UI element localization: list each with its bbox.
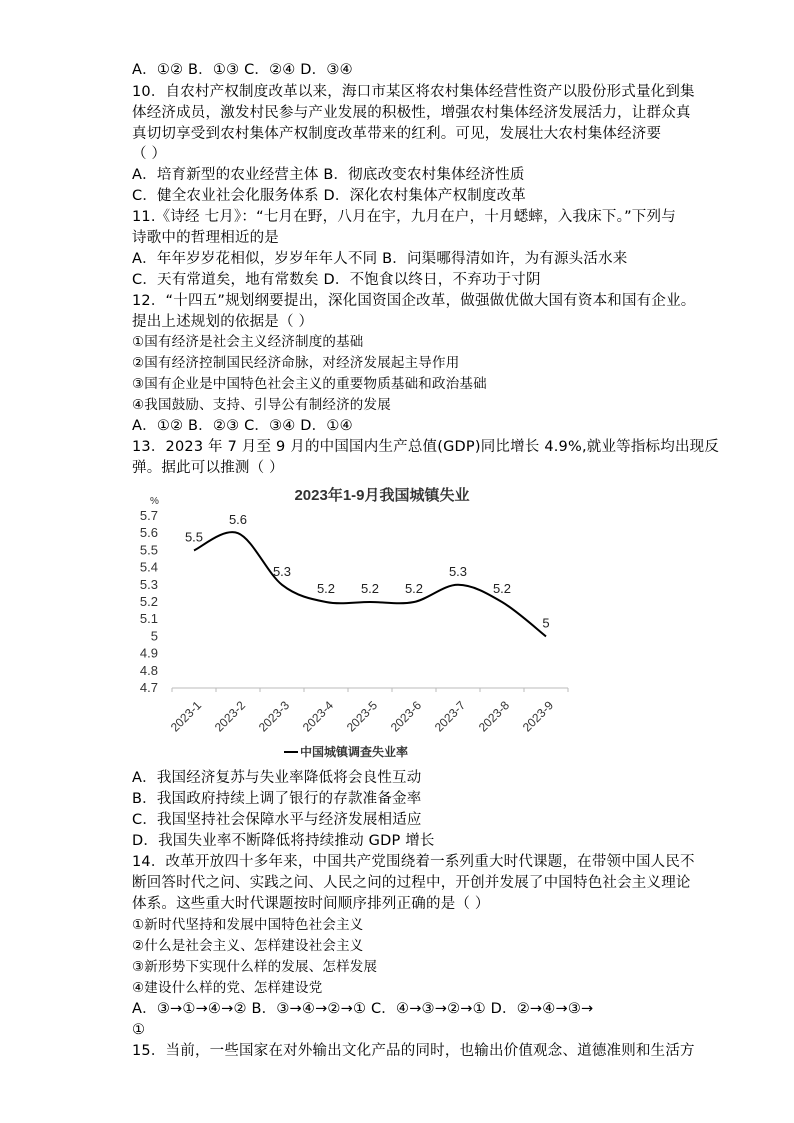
data-label: 5.6 [228, 512, 248, 528]
y-tick-label: 5.3 [139, 576, 158, 592]
legend-label: 中国城镇调查失业率 [300, 745, 409, 759]
chart-title: 2023年1-9月我国城镇失业 [294, 487, 470, 504]
q13-option-d: D．我国失业率不断降低将持续推动 GDP 增长 [132, 833, 435, 849]
q13-stem-line1: 13．2023 年 7 月至 9 月的中国国内生产总值(GDP)同比增长 4.9%,就业等指标均出现反 [132, 439, 720, 455]
x-tick-label: 2023-6 [387, 698, 425, 735]
x-axis-ticks [168, 688, 568, 735]
data-label: 5.5 [184, 529, 204, 545]
q11-stem-line2: 诗歌中的哲理相近的是 [132, 230, 279, 246]
q12-item-4: ④我国鼓励、支持、引导公有制经济的发展 [132, 397, 391, 413]
q14-item-2: ②什么是社会主义、怎样建设社会主义 [132, 938, 364, 954]
q11-options-cd: C．天有常道矣，地有常数矣 D．不饱食以终日，不弃功于寸阴 [132, 272, 541, 288]
legend [284, 744, 408, 759]
x-tick-label: 2023-3 [255, 698, 293, 735]
y-tick-label: 4.9 [139, 645, 158, 661]
q12-stem-line2: 提出上述规划的依据是（ ） [132, 314, 314, 330]
data-label: 5.3 [272, 563, 292, 579]
q10-stem-line2: 体经济成员，激发村民参与产业发展的积极性，增强农村集体经济发展活力，让群众真 [132, 105, 691, 121]
q10-stem-line1: 10．自农村产权制度改革以来，海口市某区将农村集体经营性资产以股份形式量化到集 [132, 84, 695, 100]
q14-options-wrap: ① [132, 1022, 146, 1038]
q10-blank: （ ） [132, 146, 167, 162]
data-label: 5.3 [448, 563, 468, 579]
q12-item-1: ①国有经济是社会主义经济制度的基础 [132, 334, 364, 350]
q13-stem-line2: 弹。据此可以推测（ ） [132, 460, 284, 476]
data-label: 5.2 [360, 581, 380, 596]
q13-option-c: C．我国坚持社会保障水平与经济发展相适应 [132, 812, 422, 828]
q11-stem-line1: 11.《诗经 七月》：“七月在野，八月在宇，九月在户，十月蟋蟀，入我床下。”下列与 [132, 209, 676, 225]
data-label: 5.2 [492, 581, 512, 596]
y-tick-label: 5.5 [139, 542, 158, 558]
y-tick-label: 5.7 [139, 508, 158, 523]
x-tick-label: 2023-9 [519, 698, 557, 735]
data-label: 5.2 [404, 581, 424, 596]
y-axis-unit: % [150, 496, 159, 507]
y-tick-label: 5 [150, 628, 158, 644]
q13-option-a: A．我国经济复苏与失业率降低将会良性互动 [132, 770, 422, 786]
unemployment-line-chart [132, 484, 592, 764]
q14-options: A．③→①→④→② B．③→④→②→① C．④→③→②→① D．②→④→③→ [132, 1001, 594, 1017]
q14-stem-line1: 14．改革开放四十多年来，中国共产党围绕着一系列重大时代课题，在带领中国人民不 [132, 854, 695, 870]
x-tick-label: 2023-7 [431, 698, 469, 735]
q14-stem-line2: 断回答时代之问、实践之问、人民之问的过程中，开创并发展了中国特色社会主义理论 [132, 875, 691, 891]
x-tick-label: 2023-5 [343, 698, 381, 735]
y-tick-label: 5.2 [139, 594, 158, 609]
y-tick-label: 5.4 [139, 559, 158, 575]
q12-item-3: ③国有企业是中国特色社会主义的重要物质基础和政治基础 [132, 376, 487, 392]
q14-item-3: ③新形势下实现什么样的发展、怎样发展 [132, 959, 378, 975]
q10-options-ab: A．培育新型的农业经营主体 B．彻底改变农村集体经济性质 [132, 167, 525, 183]
x-tick-label: 2023-8 [475, 698, 513, 735]
q15-stem-line1: 15．当前，一些国家在对外输出文化产品的同时，也输出价值观念、道德准则和生活方 [132, 1043, 695, 1059]
x-tick-label: 2023-4 [299, 698, 337, 735]
q12-options: A．①② B．②③ C．③④ D．①④ [132, 418, 353, 434]
q10-options-cd: C．健全农业社会化服务体系 D．深化农村集体产权制度改革 [132, 188, 526, 204]
y-axis-ticks [140, 508, 158, 695]
q14-item-4: ④建设什么样的党、怎样建设党 [132, 980, 323, 996]
x-tick-label: 2023-2 [211, 698, 249, 735]
y-tick-label: 4.7 [139, 680, 158, 695]
y-tick-label: 4.8 [139, 662, 158, 678]
data-labels [185, 512, 550, 630]
data-label: 5.2 [316, 581, 336, 596]
q9-options: A．①② B．①③ C．②④ D．③④ [132, 62, 353, 78]
q12-stem-line1: 12．“十四五”规划纲要提出，深化国资国企改革，做强做优做大国有资本和国有企业。 [132, 293, 696, 309]
x-tick-label: 2023-1 [167, 698, 205, 735]
q10-stem-line3: 真切切享受到农村集体产权制度改革带来的红利。可见，发展壮大农村集体经济要 [132, 126, 662, 142]
q11-options-ab: A．年年岁岁花相似，岁岁年年人不同 B．问渠哪得清如许，为有源头活水来 [132, 251, 628, 267]
y-tick-label: 5.6 [139, 525, 158, 541]
q14-item-1: ①新时代坚持和发展中国特色社会主义 [132, 917, 364, 933]
q12-item-2: ②国有经济控制国民经济命脉，对经济发展起主导作用 [132, 355, 460, 371]
q13-option-b: B．我国政府持续上调了银行的存款准备金率 [132, 791, 422, 807]
q14-stem-line3: 体系。这些重大时代课题按时间顺序排列正确的是（ ） [132, 896, 490, 912]
y-tick-label: 5.1 [139, 611, 158, 627]
data-label: 5 [542, 615, 550, 631]
